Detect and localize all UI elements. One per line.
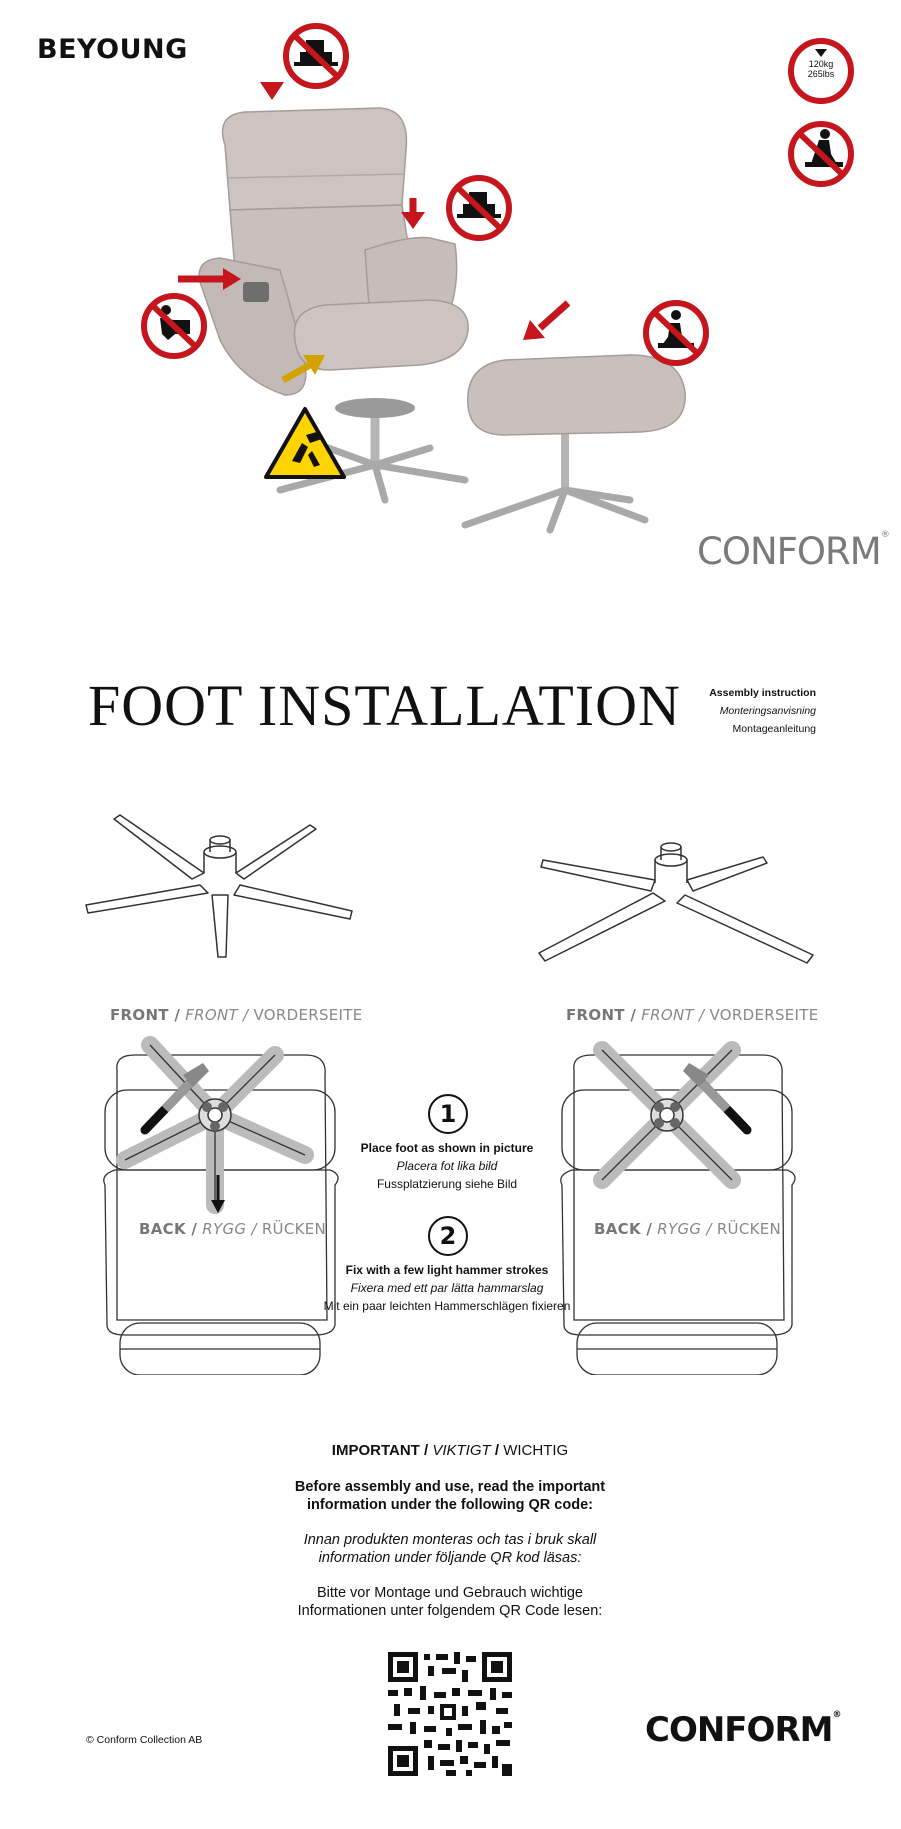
step-2-en: Fix with a few light hammer strokes: [345, 1263, 549, 1277]
important-de: WICHTIG: [503, 1442, 569, 1459]
info-sv-line-1: Innan produkten monteras och tas i bruk skall: [303, 1532, 597, 1548]
step-2-text: [307, 1261, 587, 1315]
chair-illustration: [120, 20, 740, 540]
star-base-right-drawing: [535, 815, 815, 970]
info-en: [240, 1478, 660, 1514]
logo-top-text: CONFORM: [697, 530, 881, 573]
star-base-left-drawing: [80, 805, 360, 970]
trademark-bottom: ®: [832, 1710, 841, 1720]
no-standing-on-ottoman-icon: [640, 297, 712, 369]
front-en: FRONT /: [110, 1006, 181, 1024]
front-label-right: [566, 1006, 819, 1024]
info-en-line-2: information under the following QR code:: [307, 1497, 593, 1513]
no-lifting-icon: [138, 290, 210, 362]
info-sv: [240, 1531, 660, 1567]
info-sv-line-2: information under följande QR kod läsas:: [318, 1550, 582, 1566]
info-de-line-2: Informationen unter folgendem QR Code lesen:: [297, 1603, 603, 1619]
step-2-number: 2: [428, 1216, 468, 1256]
front-sv: FRONT /: [641, 1006, 705, 1024]
back-de: RÜCKEN: [261, 1220, 327, 1238]
step-1-sv: Placera fot lika bild: [396, 1159, 498, 1173]
important-sep-1: /: [424, 1442, 429, 1459]
top-view-right-diagram: [552, 1035, 807, 1375]
back-en: BACK /: [594, 1220, 653, 1238]
ottoman: [465, 355, 685, 530]
step-1-text: [307, 1139, 587, 1193]
back-label-left: [139, 1220, 326, 1238]
important-sv: VIKTIGT: [432, 1442, 491, 1459]
front-en: FRONT /: [566, 1006, 637, 1024]
conform-logo-bottom: [645, 1710, 840, 1750]
chair-body: [199, 108, 468, 395]
conform-logo-top: [697, 530, 889, 573]
assembly-instruction-block: [650, 684, 816, 738]
no-weight-icon: [280, 20, 352, 92]
assembly-en: Assembly instruction: [709, 687, 816, 699]
step-2-sv: Fixera med ett par lätta hammarslag: [350, 1281, 544, 1295]
weight-limit-text: [797, 59, 845, 79]
back-sv: RYGG /: [657, 1220, 712, 1238]
weight-lbs: 265lbs: [807, 69, 835, 79]
front-sv: FRONT /: [185, 1006, 249, 1024]
back-sv: RYGG /: [202, 1220, 257, 1238]
pinch-warning-icon: [262, 405, 348, 483]
step-1-en: Place foot as shown in picture: [360, 1141, 534, 1155]
trademark-top: ®: [880, 530, 889, 540]
page-title: FOOT INSTALLATION: [88, 673, 681, 738]
brand-name: BEYOUNG: [37, 34, 188, 65]
logo-bottom-text: CONFORM: [645, 1710, 833, 1750]
front-de: VORDERSEITE: [709, 1006, 819, 1024]
important-en: IMPORTANT: [331, 1442, 420, 1459]
back-de: RÜCKEN: [716, 1220, 782, 1238]
step-2-de: Mit ein paar leichten Hammerschlägen fixieren: [323, 1299, 571, 1313]
back-en: BACK /: [139, 1220, 198, 1238]
step-1-number: 1: [428, 1094, 468, 1134]
front-de: VORDERSEITE: [253, 1006, 363, 1024]
assembly-de: Montageanleitung: [732, 723, 816, 735]
top-view-left-diagram: [95, 1035, 350, 1375]
no-standing-icon: [785, 118, 857, 190]
info-en-line-1: Before assembly and use, read the important: [294, 1479, 606, 1495]
no-weight-armrest-icon: [443, 172, 515, 244]
weight-kg: 120kg: [808, 59, 834, 69]
step-1-de: Fussplatzierung siehe Bild: [376, 1177, 518, 1191]
important-sep-2: /: [494, 1442, 500, 1459]
important-heading: [250, 1442, 650, 1459]
copyright-text: © Conform Collection AB: [86, 1734, 203, 1746]
info-de: [240, 1584, 660, 1620]
assembly-sv: Monteringsanvisning: [719, 705, 816, 717]
back-label-right: [594, 1220, 781, 1238]
front-label-left: [110, 1006, 363, 1024]
info-de-line-1: Bitte vor Montage und Gebrauch wichtige: [317, 1585, 583, 1601]
qr-code-icon[interactable]: [388, 1652, 512, 1776]
